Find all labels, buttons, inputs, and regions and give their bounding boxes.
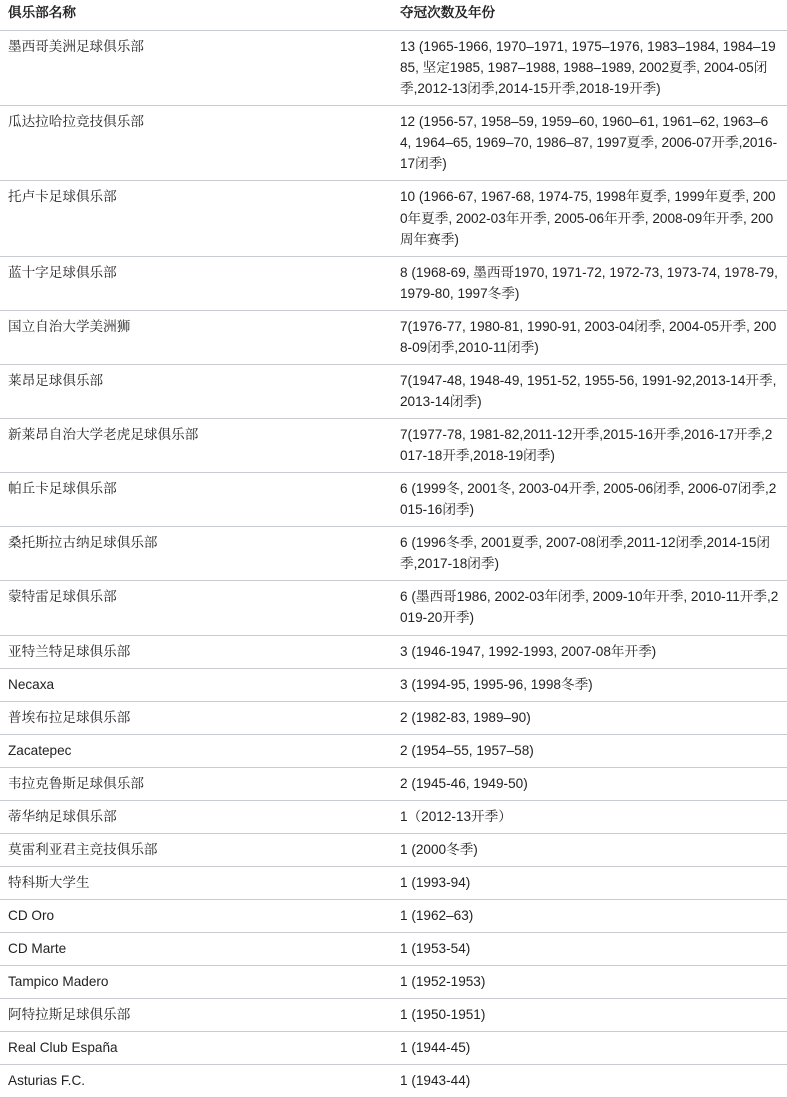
cell-titles: 12 (1956-57, 1958–59, 1959–60, 1960–61, 1961–62, 1963–64, 1964–65, 1969–70, 1986–87, 1997夏季, 2006-07开季,2016-17闭季): [392, 106, 787, 181]
table-row: [0, 734, 787, 767]
cell-club: 亚特兰特足球俱乐部: [0, 635, 392, 668]
cell-club: 蒂华纳足球俱乐部: [0, 800, 392, 833]
cell-titles: 1 (2000冬季): [392, 833, 787, 866]
table-header: [0, 0, 787, 31]
cell-titles: 1 (1944-45): [392, 1032, 787, 1065]
cell-titles: 1 (1950-1951): [392, 999, 787, 1032]
cell-club: 特科斯大学生: [0, 866, 392, 899]
cell-club: 阿特拉斯足球俱乐部: [0, 999, 392, 1032]
cell-club: CD Oro: [0, 900, 392, 933]
cell-club: 托卢卡足球俱乐部: [0, 181, 392, 256]
cell-club: 墨西哥美洲足球俱乐部: [0, 31, 392, 106]
table-row: [0, 999, 787, 1032]
table-row: [0, 767, 787, 800]
cell-titles: 3 (1946-1947, 1992-1993, 2007-08年开季): [392, 635, 787, 668]
cell-club: Asturias F.C.: [0, 1065, 392, 1098]
column-header-titles: 夺冠次数及年份: [392, 0, 787, 31]
table-row: [0, 527, 787, 581]
cell-titles: 1 (1962–63): [392, 900, 787, 933]
cell-titles: 7(1947-48, 1948-49, 1951-52, 1955-56, 1991-92,2013-14开季,2013-14闭季): [392, 364, 787, 418]
table-row: [0, 668, 787, 701]
table-row: [0, 581, 787, 635]
column-header-club: 俱乐部名称: [0, 0, 392, 31]
cell-club: 新莱昂自治大学老虎足球俱乐部: [0, 419, 392, 473]
cell-titles: 10 (1966-67, 1967-68, 1974-75, 1998年夏季, 1999年夏季, 2000年夏季, 2002-03年开季, 2005-06年开季, 2008-09年开季, 200周年赛季): [392, 181, 787, 256]
cell-club: 桑托斯拉古纳足球俱乐部: [0, 527, 392, 581]
cell-club: 蒙特雷足球俱乐部: [0, 581, 392, 635]
cell-titles: 1（2012-13开季）: [392, 800, 787, 833]
table-body: [0, 31, 787, 1098]
cell-titles: 2 (1982-83, 1989–90): [392, 701, 787, 734]
table-row: [0, 310, 787, 364]
table-row: [0, 833, 787, 866]
table-row: [0, 181, 787, 256]
cell-titles: 13 (1965-1966, 1970–1971, 1975–1976, 1983–1984, 1984–1985, 坚定1985, 1987–1988, 1988–1989, 2002夏季, 2004-05闭季,2012-13闭季,2014-15开季,2018-19开季): [392, 31, 787, 106]
cell-titles: 1 (1953-54): [392, 933, 787, 966]
cell-club: 帕丘卡足球俱乐部: [0, 473, 392, 527]
cell-club: Real Club España: [0, 1032, 392, 1065]
table-header-row: [0, 0, 787, 31]
cell-titles: 6 (1996冬季, 2001夏季, 2007-08闭季,2011-12闭季,2014-15闭季,2017-18闭季): [392, 527, 787, 581]
cell-club: Zacatepec: [0, 734, 392, 767]
cell-titles: 6 (墨西哥1986, 2002-03年闭季, 2009-10年开季, 2010-11开季,2019-20开季): [392, 581, 787, 635]
table-row: [0, 701, 787, 734]
table-row: [0, 800, 787, 833]
cell-titles: 2 (1954–55, 1957–58): [392, 734, 787, 767]
table-row: [0, 933, 787, 966]
table-row: [0, 966, 787, 999]
table-row: [0, 256, 787, 310]
table-row: [0, 473, 787, 527]
cell-club: 国立自治大学美洲狮: [0, 310, 392, 364]
cell-club: 蓝十字足球俱乐部: [0, 256, 392, 310]
cell-club: 韦拉克鲁斯足球俱乐部: [0, 767, 392, 800]
table-row: [0, 635, 787, 668]
cell-titles: 2 (1945-46, 1949-50): [392, 767, 787, 800]
cell-titles: 1 (1943-44): [392, 1065, 787, 1098]
cell-club: Necaxa: [0, 668, 392, 701]
table-row: [0, 1065, 787, 1098]
table-row: [0, 419, 787, 473]
cell-titles: 7(1977-78, 1981-82,2011-12开季,2015-16开季,2016-17开季,2017-18开季,2018-19闭季): [392, 419, 787, 473]
cell-titles: 7(1976-77, 1980-81, 1990-91, 2003-04闭季, 2004-05开季, 2008-09闭季,2010-11闭季): [392, 310, 787, 364]
table-row: [0, 866, 787, 899]
table-row: [0, 31, 787, 106]
table-row: [0, 364, 787, 418]
cell-titles: 3 (1994-95, 1995-96, 1998冬季): [392, 668, 787, 701]
cell-titles: 8 (1968-69, 墨西哥1970, 1971-72, 1972-73, 1973-74, 1978-79, 1979-80, 1997冬季): [392, 256, 787, 310]
table-row: [0, 106, 787, 181]
cell-club: CD Marte: [0, 933, 392, 966]
cell-titles: 1 (1993-94): [392, 866, 787, 899]
cell-titles: 1 (1952-1953): [392, 966, 787, 999]
cell-club: Tampico Madero: [0, 966, 392, 999]
table-row: [0, 900, 787, 933]
cell-club: 普埃布拉足球俱乐部: [0, 701, 392, 734]
cell-titles: 6 (1999冬, 2001冬, 2003-04开季, 2005-06闭季, 2006-07闭季,2015-16闭季): [392, 473, 787, 527]
cell-club: 瓜达拉哈拉竞技俱乐部: [0, 106, 392, 181]
table-row: [0, 1032, 787, 1065]
cell-club: 莫雷利亚君主竞技俱乐部: [0, 833, 392, 866]
cell-club: 莱昂足球俱乐部: [0, 364, 392, 418]
